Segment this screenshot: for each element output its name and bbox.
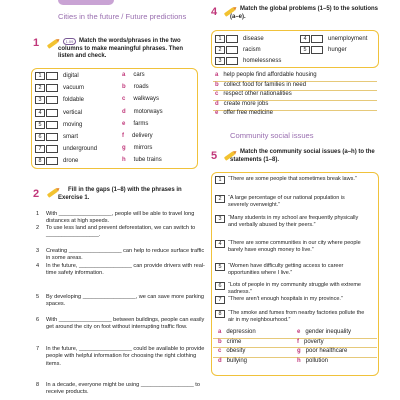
number-answer-box[interactable]: 7 bbox=[35, 145, 45, 153]
pencil-icon bbox=[47, 188, 58, 198]
option-letter: e bbox=[297, 329, 301, 335]
option-letter: c bbox=[215, 91, 219, 98]
item-number: 2 bbox=[36, 225, 40, 231]
problem-item bbox=[215, 35, 264, 43]
statement-item bbox=[215, 176, 366, 184]
match-left-item bbox=[35, 121, 82, 129]
issue-text: poor healthcare bbox=[305, 348, 348, 355]
problem-text: unemployment bbox=[328, 36, 368, 42]
match-left-text: vertical bbox=[63, 109, 83, 116]
item-number: 7 bbox=[36, 346, 40, 352]
statement-answer-box[interactable]: 8 bbox=[215, 310, 225, 318]
option-letter: c bbox=[218, 348, 222, 355]
issue-option bbox=[297, 339, 324, 345]
match-left-item bbox=[35, 72, 79, 80]
answer-box[interactable] bbox=[46, 96, 58, 104]
solution-item bbox=[215, 72, 317, 78]
match-right-item bbox=[122, 96, 159, 102]
problem-item bbox=[300, 46, 347, 54]
statement-item bbox=[215, 282, 366, 296]
gap-sentence: In the future, _________________ can provide drivers with real-time safety information. bbox=[46, 263, 205, 277]
gap-sentence: With _________________, people will be able to travel long distances at high speeds. bbox=[46, 211, 195, 225]
issue-text: gender inequality bbox=[305, 329, 352, 335]
answer-box[interactable] bbox=[46, 121, 58, 129]
number-answer-box[interactable]: 4 bbox=[35, 109, 45, 117]
match-right-item bbox=[122, 157, 162, 163]
option-letter: a bbox=[215, 72, 219, 78]
exercise-number-2: 2 bbox=[33, 188, 40, 200]
number-answer-box[interactable]: 5 bbox=[35, 121, 45, 129]
gap-sentence: To use less land and prevent deforestation, we can switch to _________________. bbox=[46, 225, 196, 239]
statement-item bbox=[215, 296, 366, 304]
option-letter: g bbox=[122, 145, 126, 152]
option-letter: b bbox=[215, 81, 219, 88]
problem-item bbox=[215, 46, 261, 54]
match-right-text: mirrors bbox=[133, 145, 153, 152]
answer-box[interactable] bbox=[311, 46, 323, 54]
number-answer-box[interactable]: 2 bbox=[215, 46, 225, 54]
answer-box[interactable] bbox=[46, 72, 58, 80]
option-letter: c bbox=[122, 96, 126, 103]
match-right-item bbox=[122, 72, 145, 78]
match-right-text: cars bbox=[133, 72, 145, 78]
issue-text: depression bbox=[226, 329, 256, 335]
match-left-item bbox=[35, 84, 84, 92]
exercise-1-instruction-text: Match the words/phrases in the two columns to make meaningful phrases. Then listen and check. bbox=[58, 38, 184, 60]
solution-item bbox=[215, 110, 273, 116]
number-answer-box[interactable]: 6 bbox=[35, 133, 45, 141]
match-right-text: roads bbox=[133, 84, 149, 91]
answer-box[interactable] bbox=[46, 157, 58, 165]
option-letter: d bbox=[122, 108, 126, 115]
match-left-text: underground bbox=[63, 146, 98, 153]
solution-text: respect other nationalities bbox=[223, 91, 292, 98]
item-number: 4 bbox=[36, 263, 40, 269]
exercise-5-instruction: Match the community social issues (a–h) to the statements (1–8). bbox=[230, 149, 375, 163]
statement-answer-box[interactable]: 5 bbox=[215, 263, 225, 271]
statement-text: “There are some people that sometimes break laws.” bbox=[228, 176, 357, 182]
gap-sentence: By developing _________________, we can save more parking spaces. bbox=[46, 294, 204, 308]
match-right-text: tube trains bbox=[133, 157, 162, 164]
match-left-item bbox=[35, 109, 82, 117]
solution-item bbox=[215, 82, 306, 88]
statement-answer-box[interactable]: 4 bbox=[215, 240, 225, 248]
match-right-text: farms bbox=[133, 120, 149, 127]
option-letter: g bbox=[297, 348, 301, 355]
number-answer-box[interactable]: 1 bbox=[215, 35, 225, 43]
statement-text: “The smoke and fumes from nearby factories pollute the air in my neighbourhood.” bbox=[228, 310, 365, 323]
match-left-text: digital bbox=[63, 73, 79, 79]
number-answer-box[interactable]: 3 bbox=[35, 96, 45, 104]
statement-answer-box[interactable]: 2 bbox=[215, 195, 225, 203]
solution-text: create more jobs bbox=[223, 100, 269, 107]
match-right-item bbox=[122, 133, 153, 139]
issue-option bbox=[218, 339, 241, 345]
option-letter: b bbox=[122, 84, 126, 91]
match-right-item bbox=[122, 121, 148, 127]
number-answer-box[interactable]: 3 bbox=[215, 57, 225, 65]
number-answer-box[interactable]: 2 bbox=[35, 84, 45, 92]
section-header-tab bbox=[58, 0, 114, 5]
match-left-item bbox=[35, 96, 84, 104]
option-letter: b bbox=[218, 338, 222, 345]
section-title-community: Community social issues bbox=[230, 131, 314, 140]
problem-item bbox=[300, 35, 367, 43]
answer-box[interactable] bbox=[226, 46, 238, 54]
statement-answer-box[interactable]: 6 bbox=[215, 282, 225, 290]
match-right-item bbox=[122, 145, 152, 151]
item-number: 8 bbox=[36, 382, 40, 388]
problem-text: disease bbox=[243, 36, 264, 42]
problem-item bbox=[215, 57, 281, 65]
match-left-text: moving bbox=[63, 121, 83, 128]
statement-text: “Lots of people in my community struggle with extreme sadness.” bbox=[228, 282, 361, 295]
item-number: 1 bbox=[36, 211, 40, 217]
statement-answer-box[interactable]: 7 bbox=[215, 296, 225, 304]
section-title-cities: Cities in the future / Future predictions bbox=[58, 12, 187, 21]
number-answer-box[interactable]: 1 bbox=[35, 72, 45, 80]
problem-text: homelessness bbox=[243, 58, 282, 64]
match-left-item bbox=[35, 133, 78, 141]
number-answer-box[interactable]: 5 bbox=[300, 46, 310, 54]
audio-track-icon[interactable]: 1.09 bbox=[63, 38, 76, 45]
issue-option bbox=[218, 329, 256, 335]
problem-text: racism bbox=[243, 47, 261, 53]
answer-box[interactable] bbox=[46, 109, 58, 117]
match-left-text: smart bbox=[63, 134, 78, 140]
gap-sentence: Creating _________________ can help to reduce surface traffic in some areas. bbox=[46, 248, 205, 262]
statement-text: “There aren't enough hospitals in my province.” bbox=[228, 296, 343, 302]
issue-text: crime bbox=[226, 338, 242, 345]
issue-option bbox=[297, 358, 328, 364]
exercise-number-5: 5 bbox=[211, 150, 218, 162]
option-letter: e bbox=[215, 110, 219, 117]
statement-text: “A large percentage of our national population is severely overweight.” bbox=[228, 195, 345, 208]
option-letter: a bbox=[122, 72, 126, 78]
gap-sentence: With _________________ between buildings, people can easily get around the city on foot without interrupting traffic flow. bbox=[46, 317, 205, 331]
statement-item bbox=[215, 195, 366, 209]
issue-text: obesity bbox=[226, 348, 246, 355]
gap-sentence: In a decade, everyone might be using _________________ to receive products. bbox=[46, 382, 200, 396]
option-letter: f bbox=[122, 133, 124, 139]
option-letter: f bbox=[297, 338, 299, 345]
exercise-4-instruction: Match the global problems (1–5) to the solutions (a–e). bbox=[230, 6, 379, 20]
issue-text: pollution bbox=[305, 357, 329, 364]
item-number: 6 bbox=[36, 317, 40, 323]
solution-text: help people find affordable housing bbox=[223, 72, 317, 78]
issue-option bbox=[218, 358, 247, 364]
number-answer-box[interactable]: 8 bbox=[35, 157, 45, 165]
issue-text: poverty bbox=[304, 338, 324, 345]
item-number: 5 bbox=[36, 294, 40, 300]
issue-option bbox=[297, 348, 347, 354]
answer-box[interactable] bbox=[226, 57, 238, 65]
statement-item bbox=[215, 240, 366, 254]
match-right-text: walkways bbox=[133, 96, 160, 103]
exercise-1-instruction bbox=[58, 38, 198, 61]
match-left-text: foldable bbox=[63, 97, 85, 104]
match-left-text: vacuum bbox=[63, 85, 85, 92]
gap-sentence: In the future, _________________ could be available to provide people with helpful information for choosing the right clothing items. bbox=[46, 346, 205, 367]
statement-text: “Women have difficulty getting access to career opportunities where I live.” bbox=[228, 263, 344, 276]
item-number: 3 bbox=[36, 248, 40, 254]
answer-box[interactable] bbox=[226, 35, 238, 43]
solution-item bbox=[215, 91, 292, 97]
match-left-item bbox=[35, 145, 97, 153]
pencil-icon bbox=[47, 39, 58, 49]
match-right-item bbox=[122, 109, 163, 115]
match-right-text: motorways bbox=[133, 108, 163, 115]
solution-text: collect food for families in need bbox=[223, 81, 307, 88]
number-answer-box[interactable]: 4 bbox=[300, 35, 310, 43]
match-right-text: delivery bbox=[132, 133, 153, 139]
answer-box[interactable] bbox=[46, 84, 58, 92]
option-letter: a bbox=[218, 329, 222, 335]
problem-text: hunger bbox=[328, 47, 347, 53]
option-letter: h bbox=[297, 357, 301, 364]
match-left-item bbox=[35, 157, 78, 165]
solution-item bbox=[215, 101, 268, 107]
option-letter: d bbox=[215, 100, 219, 107]
statement-answer-box[interactable]: 1 bbox=[215, 176, 225, 184]
solution-text: offer free medicine bbox=[223, 110, 273, 117]
issue-text: bullying bbox=[226, 357, 248, 364]
option-letter: h bbox=[122, 157, 126, 164]
option-letter: e bbox=[122, 120, 126, 127]
match-left-text: drone bbox=[63, 158, 79, 165]
statement-text: “There are some communities in our city where people barely have enough money to live.” bbox=[228, 240, 361, 253]
statement-answer-box[interactable]: 3 bbox=[215, 215, 225, 223]
match-right-item bbox=[122, 84, 149, 90]
exercise-number-4: 4 bbox=[211, 6, 218, 18]
statement-text: “Many students in my school are frequently physically and verbally abused by their peers.” bbox=[228, 215, 359, 228]
answer-box[interactable] bbox=[46, 133, 58, 141]
statement-item bbox=[215, 263, 366, 277]
statement-item bbox=[215, 310, 366, 324]
exercise-2-instruction: Fill in the gaps (1–8) with the phrases in Exercise 1. bbox=[58, 187, 182, 201]
exercise-1-match-box bbox=[31, 68, 198, 169]
statement-item bbox=[215, 215, 366, 229]
exercise-number-1: 1 bbox=[33, 37, 40, 49]
issue-option bbox=[297, 329, 351, 335]
answer-box[interactable] bbox=[46, 145, 58, 153]
issue-option bbox=[218, 348, 245, 354]
option-letter: d bbox=[218, 357, 222, 364]
answer-box[interactable] bbox=[311, 35, 323, 43]
